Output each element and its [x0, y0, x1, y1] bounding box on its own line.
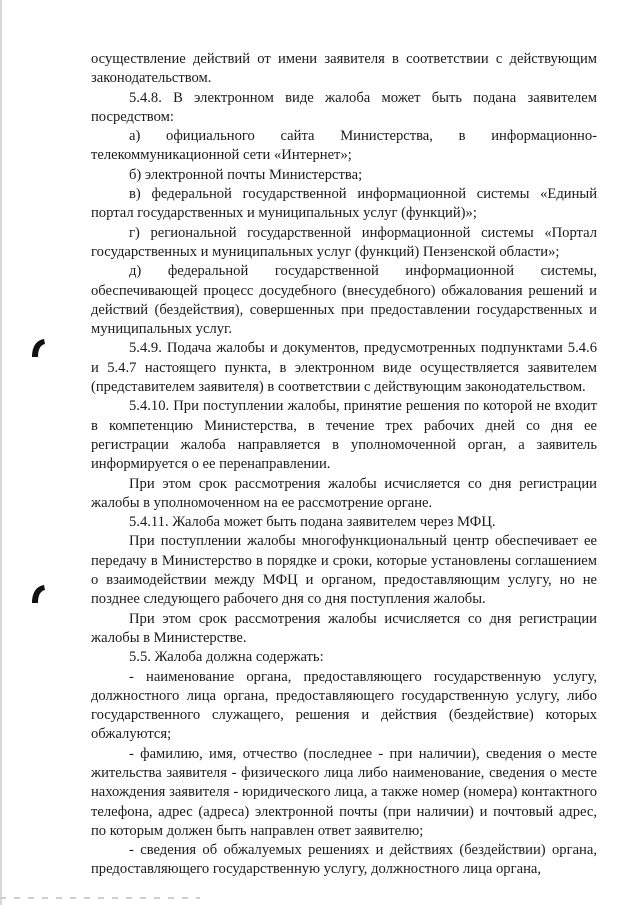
paragraph: При этом срок рассмотрения жалобы исчисляется со дня регистрации жалобы в уполномоченном на ее рассмотрение органе.	[91, 475, 597, 511]
paragraph: г) региональной государственной информационной системы «Портал государственных и муниципальных услуг (функций) Пензенской области»;	[91, 224, 597, 260]
scan-noise	[0, 897, 200, 899]
paragraph: в) федеральной государственной информационной системы «Единый портал государственных и муниципальных услуг (функций)»;	[91, 186, 597, 222]
paragraph: - сведения об обжалуемых решениях и действиях (бездействии) органа, предоставляющего государственную услугу, должностного лица органа,	[91, 842, 597, 878]
paragraph: б) электронной почты Министерства;	[129, 166, 363, 183]
paragraph: 5.5. Жалоба должна содержать:	[129, 649, 324, 666]
document-body	[91, 50, 597, 880]
paragraph: 5.4.10. При поступлении жалобы, принятие решения по которой не входит в компетенцию Министерства, в течение трех рабочих дней со дня ее регистрации жалоба направляется в уполномоченной орган, а заявитель информируется о ее перенаправлении.	[91, 398, 597, 473]
paragraph: 5.4.9. Подача жалобы и документов, предусмотренных подпунктами 5.4.6 и 5.4.7 настоящего пункта, в электронном виде осуществляется заявителем (представителем заявителя) в соответствии с действующим законодательством.	[91, 340, 597, 396]
paragraph: 5.4.8. В электронном виде жалоба может быть подана заявителем посредством:	[91, 89, 597, 125]
punch-hole-mark-bottom	[30, 583, 46, 605]
paragraph: а) официального сайта Министерства, в информационно-телекоммуникационной сети «Интернет»;	[91, 128, 597, 164]
paragraph: При поступлении жалобы многофункциональный центр обеспечивает ее передачу в Министерство в порядке и сроки, которые установлены соглашением о взаимодействии между МФЦ и органом, предоставляющим услугу, но не позднее следующего рабочего дня со дня поступления жалобы.	[91, 533, 597, 608]
punch-hole-mark-top	[30, 337, 46, 359]
paragraph: - наименование органа, предоставляющего государственную услугу, должностного лица органа, предоставляющего государственную услугу, либо государственного служащего, решения и действия (бездействие) которых обжалуются;	[91, 668, 597, 743]
paragraph: - фамилию, имя, отчество (последнее - при наличии), сведения о месте жительства заявителя - физического лица либо наименование, сведения о месте нахождения заявителя - юридического лица, а также номер (номера) контактного телефона, адрес (адреса) электронной почты (при наличии) и почтовый адрес, по которым должен быть направлен ответ заявителю;	[91, 745, 597, 839]
paragraph: д) федеральной государственной информационной системы, обеспечивающей процесс досудебного (внесудебного) обжалования решений и действий (бездействия), совершенных при предоставлении государственных и муниципальных услуг.	[91, 263, 597, 338]
paragraph: осуществление действий от имени заявителя в соответствии с действующим законодательством.	[91, 51, 597, 87]
paragraph: 5.4.11. Жалоба может быть подана заявителем через МФЦ.	[129, 514, 496, 531]
paragraph: При этом срок рассмотрения жалобы исчисляется со дня регистрации жалобы в Министерстве.	[91, 610, 597, 646]
scan-edge	[0, 0, 2, 905]
